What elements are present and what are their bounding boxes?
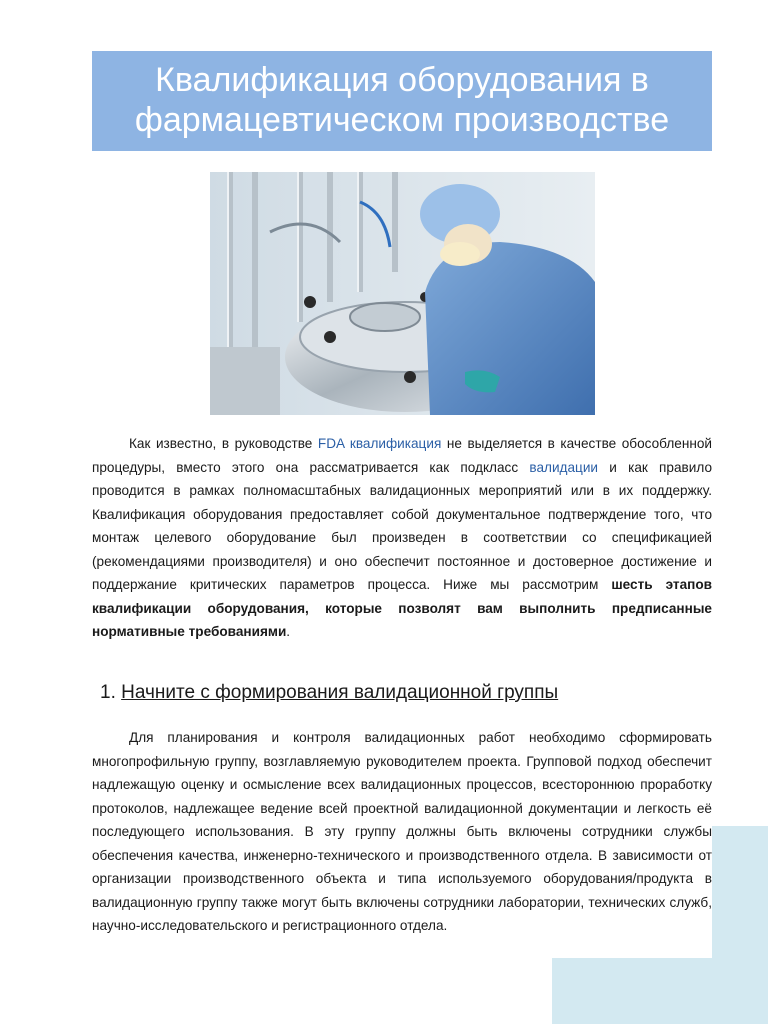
intro-text-3: не выделяется в качестве обособленной процедуры, вместо этого она рассматривается как подкласс <box>92 436 712 475</box>
page-title-line-1: Квалификация оборудования в <box>155 61 649 99</box>
page-title-line-2: фармацевтическом производстве <box>134 101 670 139</box>
intro-paragraph <box>92 432 712 644</box>
page-title <box>92 51 712 151</box>
section-1-title: Начните с формирования валидационной группы <box>121 682 559 703</box>
intro-bold-text: шесть этапов квалификации оборудования, которые позволят вам выполнить предписанные нормативные требованиями <box>92 577 713 639</box>
intro-text-1: Как известно, в руководстве <box>129 436 318 451</box>
corner-decoration-strip <box>712 826 768 1024</box>
section-1-paragraph <box>92 726 712 938</box>
lab-photo <box>210 172 595 415</box>
section-1-body: Для планирования и контроля валидационных работ необходимо сформировать многопрофильную группу, возглавляемую руководителем проекта. Групповой подход обеспечит надлежащую оценку и осмысление всех валидационных процессов, всестороннюю проработку протоколов, надлежащее ведение всей проектной валидационной документации и легкость её последующего использования. В эту группу должны быть включены сотрудники службы обеспечения качества, инженерно-технического и производственного отдела. В зависимости от организации производственного объекта и типа используемого оборудования/продукта в валидационную группу также могут быть включены сотрудники лаборатории, технических служб, научно-исследовательского и регистрационного отдела. <box>92 730 712 933</box>
validation-link[interactable]: валидации <box>529 459 599 475</box>
intro-text-4: и как правило проводится в рамках полномасштабных валидационных мероприятий или в их поддержку. Квалификация оборудования предоставляет собой документальное подтверждение того, что монтаж целевого оборудование был произведен в соответствии со спецификацией (рекомендациями производителя) и оно обеспечит постоянное и достоверное достижение и поддержание критических параметров процесса. Ниже мы рассмотрим <box>92 459 713 592</box>
section-1-number: 1. <box>100 682 116 703</box>
intro-text-5: . <box>286 624 291 639</box>
lab-photo-illustration <box>210 172 595 415</box>
fda-link[interactable]: FDA <box>317 436 345 451</box>
section-1-heading <box>100 679 558 707</box>
qualification-link[interactable]: квалификация <box>349 436 442 451</box>
